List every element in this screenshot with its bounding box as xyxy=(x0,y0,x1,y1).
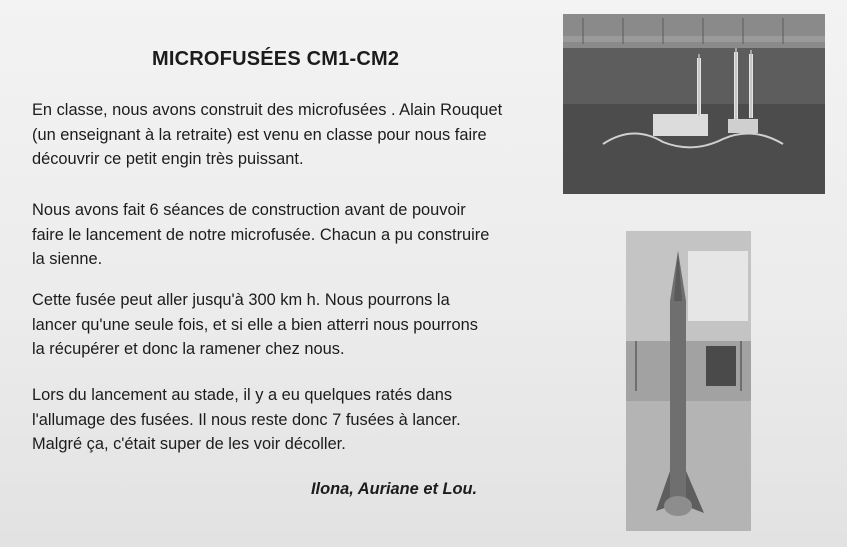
page-title: MICROFUSÉES CM1-CM2 xyxy=(152,48,400,70)
paragraph-4-line-3: Malgré ça, c'était super de les voir décoller. xyxy=(32,435,346,454)
paragraph-1-line-2: (un enseignant à la retraite) est venu en classe pour nous faire xyxy=(32,125,487,144)
paragraph-4-line-2: l'allumage des fusées. Il nous reste donc 7 fusées à lancer. xyxy=(32,410,461,429)
signature: Ilona, Auriane et Lou. xyxy=(311,480,478,498)
paragraph-3-line-1: Cette fusée peut aller jusqu'à 300 km h. Nous pourrons la xyxy=(32,291,450,309)
paragraph-2-line-2: faire le lancement de notre microfusée. Chacun a pu construire xyxy=(32,225,490,244)
paragraph-1-line-3: découvrir ce petit engin très puissant. xyxy=(32,150,304,169)
rocket-in-classroom-photo xyxy=(626,231,751,531)
classroom-rocket-illustration xyxy=(626,231,751,531)
paragraph-3 xyxy=(32,288,552,362)
paragraph-2-line-1: Nous avons fait 6 séances de construction avant de pouvoir xyxy=(32,201,466,219)
paragraph-2 xyxy=(32,198,552,272)
rockets-on-launch-pads-photo xyxy=(563,14,825,194)
paragraph-3-line-2: lancer qu'une seule fois, et si elle a bien atterri nous pourrons xyxy=(32,315,478,334)
launch-field-illustration xyxy=(563,14,825,194)
paragraph-4-line-1: Lors du lancement au stade, il y a eu quelques ratés dans xyxy=(32,386,453,404)
paragraph-3-line-3: la récupérer et donc la ramener chez nous. xyxy=(32,340,345,359)
paragraph-2-line-3: la sienne. xyxy=(32,250,103,269)
paragraph-1-line-1: En classe, nous avons construit des microfusées . Alain Rouquet xyxy=(32,101,503,119)
paragraph-1 xyxy=(32,98,552,172)
paragraph-4 xyxy=(32,383,552,457)
